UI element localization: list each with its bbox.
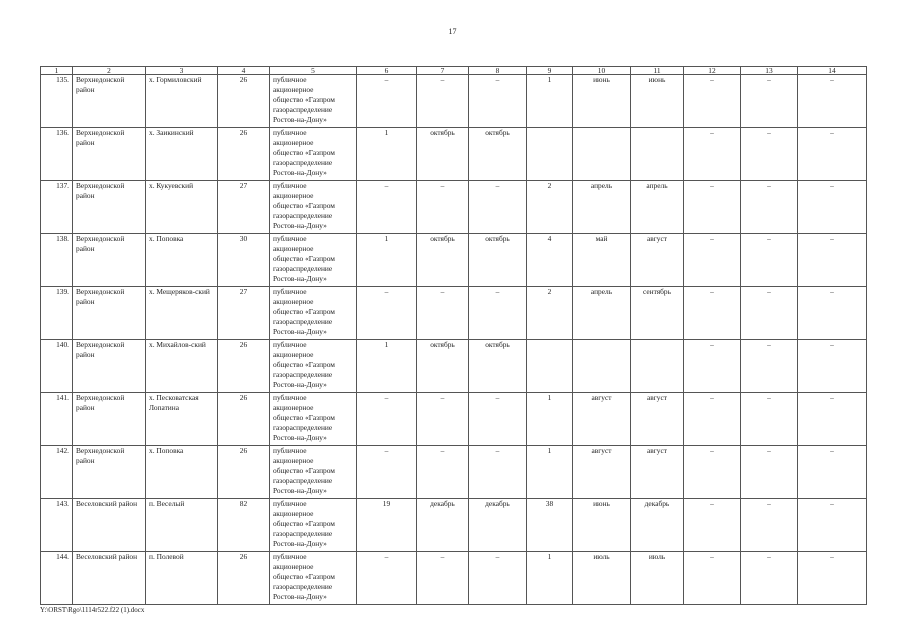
table-row bbox=[41, 393, 867, 446]
organization-cell: публичное акционерное общество «Газпром газораспределение Ростов-на-Дону» bbox=[270, 446, 357, 499]
district-cell: Верхнедонской район bbox=[73, 340, 146, 393]
col13-cell: – bbox=[741, 234, 798, 287]
col4-cell: 26 bbox=[218, 446, 270, 499]
organization-cell: публичное акционерное общество «Газпром газораспределение Ростов-на-Дону» bbox=[270, 393, 357, 446]
col9-cell: 1 bbox=[527, 393, 573, 446]
col4-cell: 26 bbox=[218, 340, 270, 393]
settlement-cell: х. Мещеряков-ский bbox=[146, 287, 218, 340]
col12-cell: – bbox=[684, 393, 741, 446]
col11-cell: июнь bbox=[631, 75, 684, 128]
col6-cell: 19 bbox=[357, 499, 417, 552]
col13-cell: – bbox=[741, 181, 798, 234]
col10-cell: май bbox=[573, 234, 631, 287]
col14-cell: – bbox=[798, 234, 867, 287]
col9-cell bbox=[527, 340, 573, 393]
table-row bbox=[41, 234, 867, 287]
col14-cell: – bbox=[798, 128, 867, 181]
organization-cell: публичное акционерное общество «Газпром газораспределение Ростов-на-Дону» bbox=[270, 552, 357, 605]
col14-cell: – bbox=[798, 340, 867, 393]
col10-cell: август bbox=[573, 393, 631, 446]
district-cell: Верхнедонской район bbox=[73, 446, 146, 499]
row-number: 136. bbox=[41, 128, 73, 181]
col7-cell: – bbox=[417, 393, 469, 446]
row-number: 137. bbox=[41, 181, 73, 234]
row-number: 138. bbox=[41, 234, 73, 287]
col10-cell: апрель bbox=[573, 287, 631, 340]
col9-cell: 1 bbox=[527, 75, 573, 128]
col8-cell: декабрь bbox=[469, 499, 527, 552]
table-body bbox=[41, 75, 867, 605]
district-cell: Веселовский район bbox=[73, 552, 146, 605]
col10-cell: июнь bbox=[573, 75, 631, 128]
column-header-5: 5 bbox=[270, 67, 357, 75]
col8-cell: октябрь bbox=[469, 128, 527, 181]
col12-cell: – bbox=[684, 75, 741, 128]
col11-cell: август bbox=[631, 393, 684, 446]
table-row bbox=[41, 181, 867, 234]
organization-cell: публичное акционерное общество «Газпром газораспределение Ростов-на-Дону» bbox=[270, 340, 357, 393]
col14-cell: – bbox=[798, 287, 867, 340]
col12-cell: – bbox=[684, 234, 741, 287]
col10-cell bbox=[573, 340, 631, 393]
row-number: 142. bbox=[41, 446, 73, 499]
table-row bbox=[41, 552, 867, 605]
col14-cell: – bbox=[798, 446, 867, 499]
row-number: 144. bbox=[41, 552, 73, 605]
row-number: 141. bbox=[41, 393, 73, 446]
col8-cell: – bbox=[469, 552, 527, 605]
col14-cell: – bbox=[798, 75, 867, 128]
col8-cell: октябрь bbox=[469, 234, 527, 287]
settlement-cell: х. Поповка bbox=[146, 234, 218, 287]
settlement-cell: х. Гормиловский bbox=[146, 75, 218, 128]
column-header-1: 1 bbox=[41, 67, 73, 75]
district-cell: Верхнедонской район bbox=[73, 234, 146, 287]
settlement-cell: х. Заикинский bbox=[146, 128, 218, 181]
gasification-schedule-table bbox=[40, 66, 867, 605]
col4-cell: 82 bbox=[218, 499, 270, 552]
col9-cell: 2 bbox=[527, 181, 573, 234]
col4-cell: 27 bbox=[218, 287, 270, 340]
district-cell: Верхнедонской район bbox=[73, 128, 146, 181]
district-cell: Веселовский район bbox=[73, 499, 146, 552]
organization-cell: публичное акционерное общество «Газпром газораспределение Ростов-на-Дону» bbox=[270, 128, 357, 181]
col11-cell bbox=[631, 128, 684, 181]
col13-cell: – bbox=[741, 340, 798, 393]
column-header-8: 8 bbox=[469, 67, 527, 75]
col12-cell: – bbox=[684, 446, 741, 499]
district-cell: Верхнедонской район bbox=[73, 75, 146, 128]
col10-cell: июнь bbox=[573, 499, 631, 552]
col7-cell: – bbox=[417, 181, 469, 234]
col6-cell: 1 bbox=[357, 234, 417, 287]
table-row bbox=[41, 446, 867, 499]
col12-cell: – bbox=[684, 181, 741, 234]
col7-cell: октябрь bbox=[417, 128, 469, 181]
settlement-cell: х. Песковатская Лопатина bbox=[146, 393, 218, 446]
col14-cell: – bbox=[798, 393, 867, 446]
column-header-13: 13 bbox=[741, 67, 798, 75]
footer-file-path: Y:\ORST\Rgo\1114r522.f22 (1).docx bbox=[40, 606, 145, 614]
col4-cell: 30 bbox=[218, 234, 270, 287]
column-header-2: 2 bbox=[73, 67, 146, 75]
column-header-3: 3 bbox=[146, 67, 218, 75]
col6-cell: 1 bbox=[357, 128, 417, 181]
district-cell: Верхнедонской район bbox=[73, 287, 146, 340]
settlement-cell: х. Кукуевский bbox=[146, 181, 218, 234]
col7-cell: октябрь bbox=[417, 234, 469, 287]
col8-cell: – bbox=[469, 181, 527, 234]
col13-cell: – bbox=[741, 287, 798, 340]
column-header-7: 7 bbox=[417, 67, 469, 75]
col11-cell: август bbox=[631, 234, 684, 287]
column-header-12: 12 bbox=[684, 67, 741, 75]
col12-cell: – bbox=[684, 499, 741, 552]
row-number: 140. bbox=[41, 340, 73, 393]
col11-cell: апрель bbox=[631, 181, 684, 234]
page-number: 17 bbox=[448, 27, 457, 36]
settlement-cell: п. Веселый bbox=[146, 499, 218, 552]
col6-cell: – bbox=[357, 446, 417, 499]
col4-cell: 26 bbox=[218, 75, 270, 128]
col12-cell: – bbox=[684, 128, 741, 181]
organization-cell: публичное акционерное общество «Газпром газораспределение Ростов-на-Дону» bbox=[270, 181, 357, 234]
col4-cell: 26 bbox=[218, 128, 270, 181]
table-row bbox=[41, 499, 867, 552]
table-row bbox=[41, 287, 867, 340]
col13-cell: – bbox=[741, 393, 798, 446]
col6-cell: – bbox=[357, 393, 417, 446]
col4-cell: 26 bbox=[218, 552, 270, 605]
table-row bbox=[41, 75, 867, 128]
col7-cell: – bbox=[417, 552, 469, 605]
col11-cell: июль bbox=[631, 552, 684, 605]
col8-cell: – bbox=[469, 446, 527, 499]
col13-cell: – bbox=[741, 552, 798, 605]
col11-cell bbox=[631, 340, 684, 393]
district-cell: Верхнедонской район bbox=[73, 393, 146, 446]
organization-cell: публичное акционерное общество «Газпром газораспределение Ростов-на-Дону» bbox=[270, 234, 357, 287]
col10-cell: апрель bbox=[573, 181, 631, 234]
column-header-9: 9 bbox=[527, 67, 573, 75]
col7-cell: октябрь bbox=[417, 340, 469, 393]
col13-cell: – bbox=[741, 446, 798, 499]
col11-cell: декабрь bbox=[631, 499, 684, 552]
column-header-11: 11 bbox=[631, 67, 684, 75]
col12-cell: – bbox=[684, 287, 741, 340]
col7-cell: – bbox=[417, 287, 469, 340]
column-header-6: 6 bbox=[357, 67, 417, 75]
district-cell: Верхнедонской район bbox=[73, 181, 146, 234]
col8-cell: – bbox=[469, 287, 527, 340]
col6-cell: – bbox=[357, 552, 417, 605]
col9-cell bbox=[527, 128, 573, 181]
col11-cell: август bbox=[631, 446, 684, 499]
col9-cell: 1 bbox=[527, 446, 573, 499]
col6-cell: – bbox=[357, 181, 417, 234]
col6-cell: 1 bbox=[357, 340, 417, 393]
col6-cell: – bbox=[357, 75, 417, 128]
col4-cell: 27 bbox=[218, 181, 270, 234]
col8-cell: – bbox=[469, 393, 527, 446]
column-header-14: 14 bbox=[798, 67, 867, 75]
col12-cell: – bbox=[684, 340, 741, 393]
organization-cell: публичное акционерное общество «Газпром газораспределение Ростов-на-Дону» bbox=[270, 287, 357, 340]
table-row bbox=[41, 128, 867, 181]
col8-cell: октябрь bbox=[469, 340, 527, 393]
col9-cell: 2 bbox=[527, 287, 573, 340]
col13-cell: – bbox=[741, 75, 798, 128]
col10-cell bbox=[573, 128, 631, 181]
column-header-4: 4 bbox=[218, 67, 270, 75]
row-number: 143. bbox=[41, 499, 73, 552]
col14-cell: – bbox=[798, 181, 867, 234]
col6-cell: – bbox=[357, 287, 417, 340]
settlement-cell: х. Поповка bbox=[146, 446, 218, 499]
settlement-cell: х. Михайлов-ский bbox=[146, 340, 218, 393]
table-row bbox=[41, 340, 867, 393]
col7-cell: – bbox=[417, 446, 469, 499]
col9-cell: 4 bbox=[527, 234, 573, 287]
col8-cell: – bbox=[469, 75, 527, 128]
column-header-10: 10 bbox=[573, 67, 631, 75]
col9-cell: 38 bbox=[527, 499, 573, 552]
row-number: 139. bbox=[41, 287, 73, 340]
row-number: 135. bbox=[41, 75, 73, 128]
col11-cell: сентябрь bbox=[631, 287, 684, 340]
col14-cell: – bbox=[798, 499, 867, 552]
table-header bbox=[41, 67, 867, 75]
col10-cell: август bbox=[573, 446, 631, 499]
col12-cell: – bbox=[684, 552, 741, 605]
col13-cell: – bbox=[741, 499, 798, 552]
col10-cell: июль bbox=[573, 552, 631, 605]
header-row bbox=[41, 67, 867, 75]
col14-cell: – bbox=[798, 552, 867, 605]
settlement-cell: п. Полевой bbox=[146, 552, 218, 605]
col7-cell: декабрь bbox=[417, 499, 469, 552]
col7-cell: – bbox=[417, 75, 469, 128]
col13-cell: – bbox=[741, 128, 798, 181]
col4-cell: 26 bbox=[218, 393, 270, 446]
col9-cell: 1 bbox=[527, 552, 573, 605]
organization-cell: публичное акционерное общество «Газпром газораспределение Ростов-на-Дону» bbox=[270, 499, 357, 552]
organization-cell: публичное акционерное общество «Газпром газораспределение Ростов-на-Дону» bbox=[270, 75, 357, 128]
